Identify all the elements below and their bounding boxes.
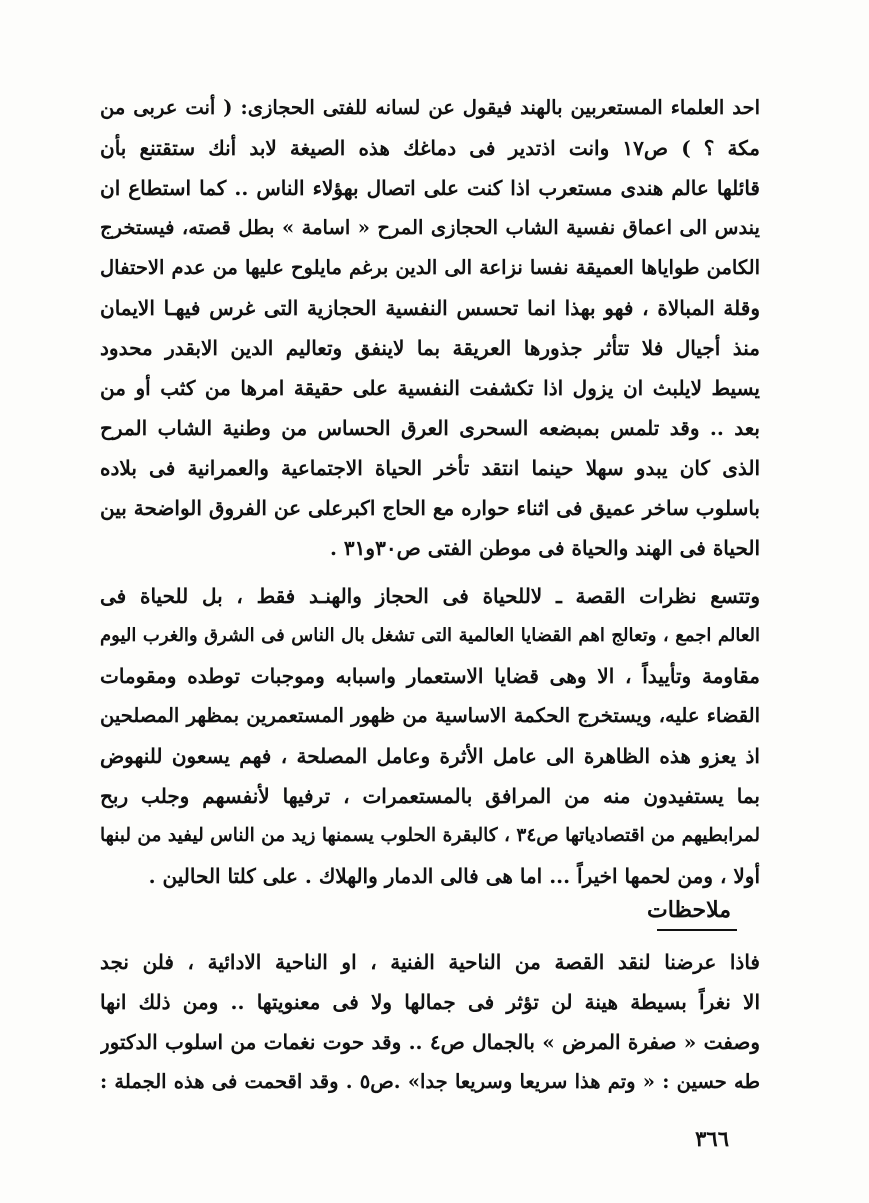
text-line: بعد .. وقد تلمس بمبضعه السحرى العرق الحساس من وطنية الشاب المرح (100, 416, 760, 440)
section-heading: ملاحظات (647, 897, 731, 923)
text-line: يسيط لايلبث ان يزول اذا تكشفت النفسية على حقيقة امرها من كثب أو من (100, 376, 760, 400)
text-line: يندس الى اعماق نفسية الشاب الحجازى المرح « اسامة » بطل قصته، فيستخرج (100, 216, 760, 239)
text-line: منذ أجيال فلا تتأثر جذورها العريقة بما لاينفق وتعاليم الدين الابقدر محدود (100, 336, 760, 360)
text-line: وصفت « صفرة المرض » بالجمال ص٤ .. وقد حوت نغمات من اسلوب الدكتور (100, 1030, 760, 1054)
text-line: أولا ، ومن لحمها اخيراً ... اما هى فالى الدمار والهلاك . على كلتا الحالين . (148, 864, 760, 888)
text-line: الحياة فى الهند والحياة فى موطن الفتى ص٣٠و٣١ . (329, 536, 760, 560)
text-line: احد العلماء المستعربين بالهند فيقول عن لسانه للفتى الحجازى: ( أنت عربى من (100, 96, 760, 119)
text-line: مقاومة وتأييداً ، الا وهى قضايا الاستعمار واسبابه وموجبات توطده ومقومات (100, 664, 760, 688)
text-line: الا نغراً بسيطة هينة لن تؤثر فى جمالها ولا فى معنويتها .. ومن ذلك انها (100, 990, 760, 1014)
text-line: القضاء عليه، ويستخرج الحكمة الاساسية من ظهور المستعمرين بمظهر المصلحين (100, 704, 760, 727)
paragraph-1 (100, 88, 760, 568)
text-line: الكامن طواياها العميقة نفسا نزاعة الى الدين برغم مايلوح عليها من عدم الاحتفال (100, 256, 760, 279)
text-line: بما يستفيدون منه من المرافق بالمستعمرات ، ترفيها لأنفسهم وجلب ربح (100, 784, 760, 808)
paragraph-3 (100, 942, 760, 1102)
text-line: طه حسين : « وتم هذا سريعا وسريعا جدا» .ص٥ . وقد اقحمت فى هذه الجملة : (100, 1070, 760, 1093)
text-line: قائلها عالم هندى مستعرب اذا كنت على اتصال بهؤلاء الناس .. كما استطاع ان (100, 176, 760, 200)
text-line: الذى كان يبدو سهلا حينما انتقد تأخر الحياة الاجتماعية والعمرانية فى بلاده (100, 456, 760, 480)
text-line: العالم اجمع ، وتعالج اهم القضايا العالمية التى تشغل بال الناس فى الشرق والغرب اليوم (100, 625, 760, 646)
paragraph-2 (100, 576, 760, 896)
heading-underline (657, 929, 737, 931)
text-line: مكة ؟ ) ص١٧ وانت اذتدير فى دماغك هذه الصيغة لابد أنك ستقتنع بأن (100, 136, 760, 160)
text-line: باسلوب ساخر عميق فى اثناء حواره مع الحاج اكبرعلى عن الفروق الواضحة بين (100, 496, 760, 520)
text-line: فاذا عرضنا لنقد القصة من الناحية الفنية ، او الناحية الادائية ، فلن نجد (100, 950, 760, 974)
page-number: ٣٦٦ (695, 1126, 729, 1151)
text-line: لمرابطيهم من اقتصادياتها ص٣٤ ، كالبقرة الحلوب يسمنها زيد من الناس ليفيد من لبنها (100, 825, 760, 846)
text-line: وقلة المبالاة ، فهو بهذا انما تحسس النفسية الحجازية التى غرس فيهـا الايمان (100, 296, 760, 320)
text-line: وتتسع نظرات القصة ـ لاللحياة فى الحجاز والهنـد فقط ، بل للحياة فى (100, 584, 760, 608)
text-line: اذ يعزو هذه الظاهرة الى عامل الأثرة وعامل المصلحة ، فهم يسعون للنهوض (100, 744, 760, 768)
